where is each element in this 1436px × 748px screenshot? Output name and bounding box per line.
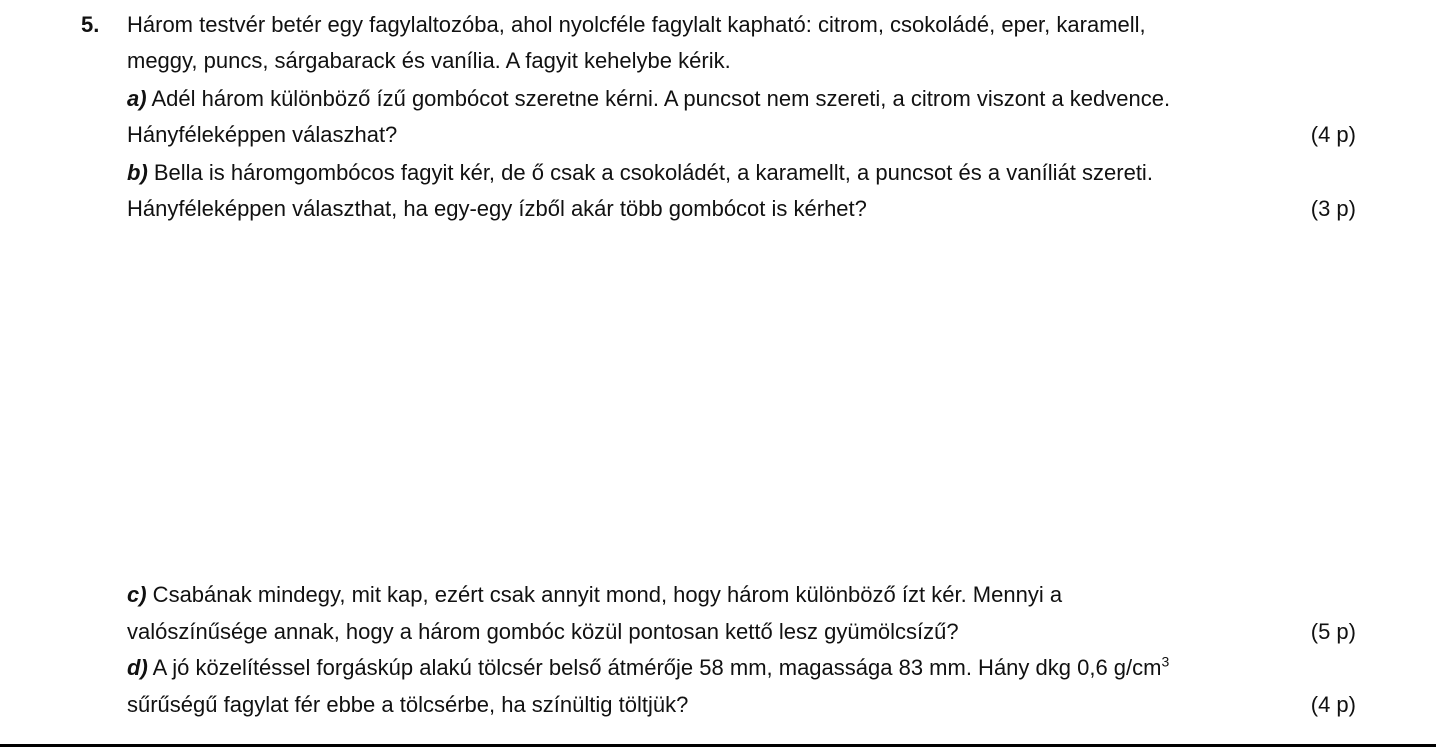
part-d-superscript: 3 xyxy=(1161,653,1170,670)
part-b-text-2: Hányféleképpen választhat, ha egy-egy ízből akár több gombócot is kérhet? xyxy=(127,196,867,221)
part-c-points: (5 p) xyxy=(1310,619,1356,644)
part-a-text-2: Hányféleképpen válaszhat? xyxy=(127,122,398,147)
part-d-text-2: sűrűségű fagylat fér ebbe a tölcsérbe, ha színültig töltjük? xyxy=(127,692,689,717)
part-b-points: (3 p) xyxy=(1310,196,1356,221)
intro-line-2 xyxy=(127,44,1356,78)
part-d-label: d) xyxy=(127,655,148,680)
intro-text-1: Három testvér betér egy fagylaltozóba, ahol nyolcféle fagylalt kapható: citrom, csokoládé, eper, karamell, xyxy=(127,12,1146,37)
intro-line-1 xyxy=(127,8,1356,42)
part-b-line-1 xyxy=(127,156,1356,190)
part-b-label: b) xyxy=(127,160,148,185)
part-d-question-1 xyxy=(127,651,1169,685)
part-d-points: (4 p) xyxy=(1310,692,1356,717)
part-a-question-1 xyxy=(127,82,1170,116)
part-c-text-1: Csabának mindegy, mit kap, ezért csak annyit mond, hogy három különböző ízt kér. Mennyi a xyxy=(146,582,1063,607)
part-d-line-1 xyxy=(127,651,1356,685)
part-c-text-2: valószínűsége annak, hogy a három gombóc közül pontosan kettő lesz gyümölcsízű? xyxy=(127,619,959,644)
part-a-points: (4 p) xyxy=(1310,122,1356,147)
part-a-line-1 xyxy=(127,82,1356,116)
part-c-label: c) xyxy=(127,582,147,607)
part-d-text-1: A jó közelítéssel forgáskúp alakú tölcsér belső átmérője 58 mm, magassága 83 mm. Hány dkg 0,6 g/cm xyxy=(147,655,1162,680)
part-a-text-1: Adél három különböző ízű gombócot szeretne kérni. A puncsot nem szereti, a citrom viszont a kedvence. xyxy=(146,86,1171,111)
bottom-rule xyxy=(0,744,1436,747)
part-c-line-2 xyxy=(127,615,1356,649)
part-b-text-1: Bella is háromgombócos fagyit kér, de ő csak a csokoládét, a karamellt, a puncsot és a vaníliát szereti. xyxy=(147,160,1153,185)
part-b-line-2 xyxy=(127,192,1356,226)
part-a-label: a) xyxy=(127,86,147,111)
part-b-question-1 xyxy=(127,156,1153,190)
problem-number: 5. xyxy=(81,12,100,37)
intro-text-2: meggy, puncs, sárgabarack és vanília. A fagyit kehelybe kérik. xyxy=(127,48,731,73)
part-c-line-1 xyxy=(127,578,1356,612)
part-a-line-2 xyxy=(127,118,1356,152)
part-d-line-2 xyxy=(127,688,1356,722)
part-c-question-1 xyxy=(127,578,1062,612)
